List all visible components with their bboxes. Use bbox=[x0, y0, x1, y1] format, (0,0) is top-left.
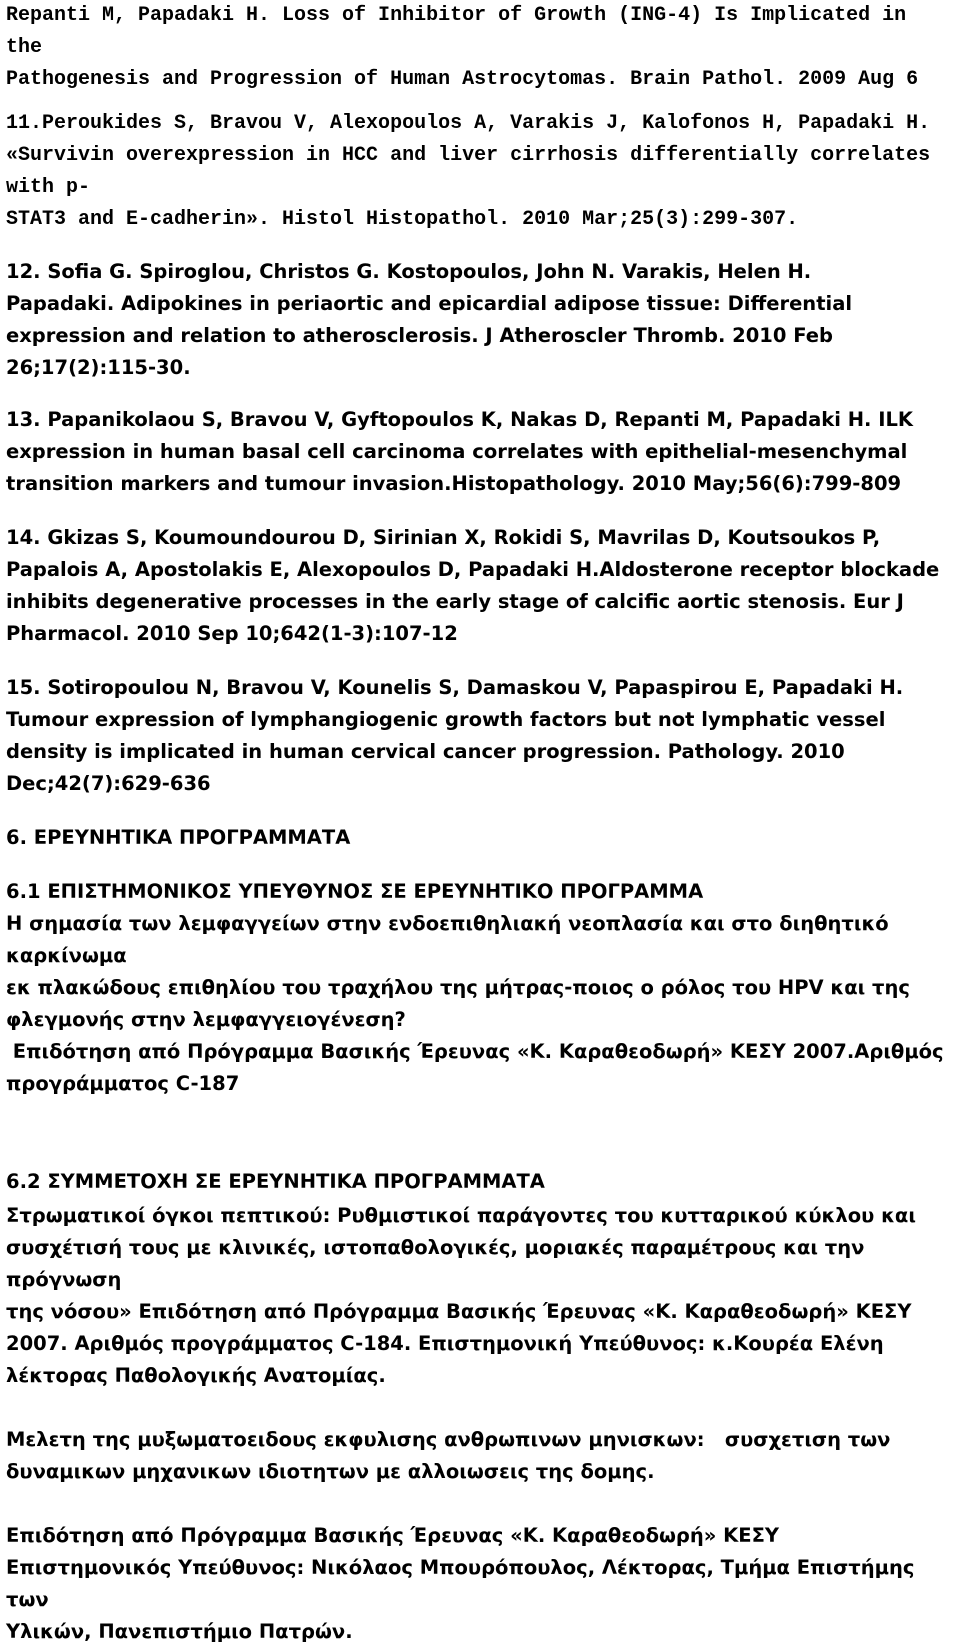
text-line: εκ πλακώδους επιθηλίου του τραχήλου της μήτρας-ποιος ο ρόλος του HPV και της bbox=[6, 976, 910, 999]
text-line: STAT3 and E-cadherin». Histol Histopathol. 2010 Mar;25(3):299-307. bbox=[6, 208, 799, 231]
text-line: Υλικών, Πανεπιστήμιο Πατρών. bbox=[6, 1620, 353, 1643]
text-line: 15. Sotiropoulou N, Bravou V, Kounelis S, Damaskou V, Papaspirou E, Papadaki H. bbox=[6, 676, 904, 699]
reference-15 bbox=[6, 672, 954, 800]
reference-14 bbox=[6, 522, 954, 650]
text-line: Dec;42(7):629-636 bbox=[6, 772, 211, 795]
text-line: Papalois A, Apostolakis E, Alexopoulos D, Papadaki H.Aldosterone receptor blockade bbox=[6, 558, 940, 581]
reference-11 bbox=[6, 108, 954, 236]
text-line: 12. Sofia G. Spiroglou, Christos G. Kostopoulos, John N. Varakis, Helen H. bbox=[6, 260, 812, 283]
text-line: Επιδότηση από Πρόγραμμα Βασικής Έρευνας «Κ. Καραθεοδωρή» ΚΕΣΥ 2007.Αριθμός bbox=[6, 1040, 944, 1063]
text-line: inhibits degenerative processes in the early stage of calcific aortic stenosis. Eur J bbox=[6, 590, 904, 613]
document-page bbox=[6, 0, 954, 1648]
text-line: 2007. Αριθμός προγράμματος C-184. Επιστημονική Υπεύθυνος: κ.Κουρέα Ελένη bbox=[6, 1332, 884, 1355]
section-6-1-heading: 6.1 ΕΠΙΣΤΗΜΟΝΙΚΟΣ ΥΠΕΥΘΥΝΟΣ ΣΕ ΕΡΕΥΝΗΤΙΚΟ ΠΡΟΓΡΑΜΜΑ bbox=[6, 880, 704, 903]
reference-12 bbox=[6, 256, 954, 384]
text-line: φλεγμονής στην λεμφαγγειογένεση? bbox=[6, 1008, 406, 1031]
text-line: Repanti M, Papadaki H. Loss of Inhibitor of Growth (ING-4) Is Implicated in the bbox=[6, 4, 907, 59]
text-line: της νόσου» Επιδότηση από Πρόγραμμα Βασικής Έρευνας «Κ. Καραθεοδωρή» ΚΕΣΥ bbox=[6, 1300, 912, 1323]
text-line: 14. Gkizas S, Koumoundourou D, Sirinian X, Rokidi S, Mavrilas D, Koutsoukos P, bbox=[6, 526, 881, 549]
text-line: 26;17(2):115-30. bbox=[6, 356, 191, 379]
text-line: 13. Papanikolaou S, Bravou V, Gyftopoulos K, Nakas D, Repanti M, Papadaki H. ILK bbox=[6, 408, 913, 431]
reference-10 bbox=[6, 0, 954, 96]
text-line: 11.Peroukides S, Bravou V, Alexopoulos A, Varakis J, Kalofonos H, Papadaki H. bbox=[6, 112, 931, 135]
text-line: expression in human basal cell carcinoma correlates with epithelial-mesenchymal bbox=[6, 440, 908, 463]
section-6-2 bbox=[6, 1166, 954, 1648]
text-line: λέκτορας Παθολογικής Ανατομίας. bbox=[6, 1364, 386, 1387]
text-line: Επιστημονικός Υπεύθυνος: Νικόλαος Μπουρόπουλος, Λέκτορας, Τμήμα Επιστήμης των bbox=[6, 1556, 915, 1611]
text-line: Στρωματικοί όγκοι πεπτικού: Ρυθμιστικοί παράγοντες του κυτταρικού κύκλου και bbox=[6, 1204, 916, 1227]
text-line: transition markers and tumour invasion.Histopathology. 2010 May;56(6):799-809 bbox=[6, 472, 902, 495]
text-line: Μελετη της μυξωματοειδους εκφυλισης ανθρωπινων μηνισκων: συσχετιση των bbox=[6, 1428, 891, 1451]
text-line: Η σημασία των λεμφαγγείων στην ενδοεπιθηλιακή νεοπλασία και στο διηθητικό καρκίνωμα bbox=[6, 912, 889, 967]
text-line: Papadaki. Adipokines in periaortic and epicardial adipose tissue: Differential bbox=[6, 292, 853, 315]
section-6-2-heading: 6.2 ΣΥΜΜΕΤΟΧΗ ΣΕ ΕΡΕΥΝΗΤΙΚΑ ΠΡΟΓΡΑΜΜΑΤΑ bbox=[6, 1170, 545, 1193]
reference-13 bbox=[6, 404, 954, 500]
section-6-1 bbox=[6, 876, 954, 1100]
text-line: Pathogenesis and Progression of Human Astrocytomas. Brain Pathol. 2009 Aug 6 bbox=[6, 68, 919, 91]
text-line: συσχέτισή τους με κλινικές, ιστοπαθολογικές, μοριακές παραμέτρους και την πρόγνωση bbox=[6, 1236, 865, 1291]
text-line: δυναμικων μηχανικων ιδιοτητων με αλλοιωσεις της δομης. bbox=[6, 1460, 655, 1483]
text-line: Επιδότηση από Πρόγραμμα Βασικής Έρευνας «Κ. Καραθεοδωρή» ΚΕΣΥ bbox=[6, 1524, 780, 1547]
text-line: Tumour expression of lymphangiogenic growth factors but not lymphatic vessel bbox=[6, 708, 886, 731]
text-line: expression and relation to atherosclerosis. J Atheroscler Thromb. 2010 Feb bbox=[6, 324, 833, 347]
text-line: Pharmacol. 2010 Sep 10;642(1-3):107-12 bbox=[6, 622, 458, 645]
text-line: density is implicated in human cervical cancer progression. Pathology. 2010 bbox=[6, 740, 845, 763]
text-line: προγράμματος C-187 bbox=[6, 1072, 240, 1095]
text-line: «Survivin overexpression in HCC and liver cirrhosis differentially correlates with p- bbox=[6, 144, 931, 199]
section-6-heading: 6. ΕΡΕΥΝΗΤΙΚΑ ΠΡΟΓΡΑΜΜΑΤΑ bbox=[6, 826, 351, 849]
